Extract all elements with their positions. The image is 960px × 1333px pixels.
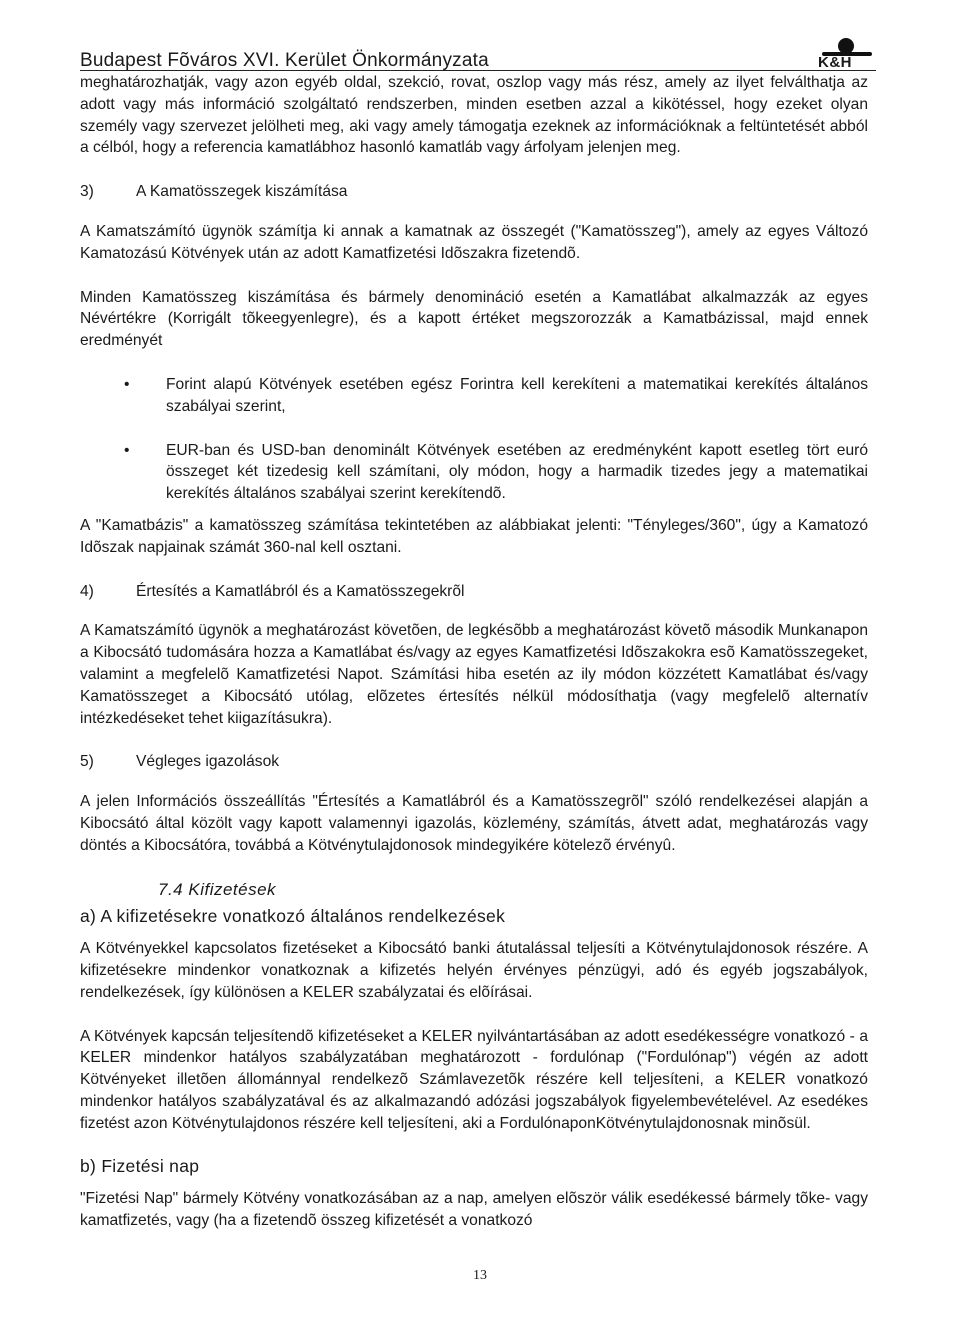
header-rule [80,70,876,71]
section-5-number: 5) [80,753,94,771]
list-item: • EUR-ban és USD-ban denominált Kötvények esetében az eredményként kapott esetleg tört euró összeget két tizedesig kell számítani, oly módon, hogy a harmadik tizedes jegy a matematikai kerekítés általános szabályai szerint kerekítendõ. [80,440,868,505]
paragraph-kifizetesek: A Kötvényekkel kapcsolatos fizetéseket a Kibocsátó banki átutalással teljesíti a Kötvénytulajdonosok részére. A kifizetésekre mindenkor vonatkoznak a kifizetés helyén érvényes pénzügyi, adó és egyéb jogszabályok, rendelkezések, így különösen a KELER szabályzatai és elõírásai. [80,940,868,1001]
paragraph-continued: meghatározhatják, vagy azon egyéb oldal, szekció, rovat, oszlop vagy más rész, amely az ilyet felválthatja az adott vagy más információ szolgáltató rendszerben, minden esetben azzal a kikötéssel, hogy ezeket olyan személy vagy szervezet jelölheti meg, aki vagy amely támogatja ezeknek az információknak a feltüntetését abból a célból, hogy a referencia kamatlábhoz hasonló kamatláb vagy árfolyam jelenjen meg. [80,74,868,157]
list-item: • Forint alapú Kötvények esetében egész Forintra kell kerekíteni a matematikai kerekítés általános szabályai szerint, [80,374,868,418]
paragraph-kamatosszeg: A Kamatszámító ügynök számítja ki annak a kamatnak az összegét ("Kamatösszeg"), amely az egyes Változó Kamatozású Kötvények után az adott Kamatfizetési Idõszakra fizetendõ. [80,222,868,262]
section-4-heading [80,581,868,603]
paragraph-ertesites: A Kamatszámító ügynök a meghatározást követõen, de legkésõbb a meghatározást követõ második Munkanapon a Kibocsátó tudomására hozza a Kamatlábat és/vagy az egyes Kamatfizetési Idõszakokra esõ Kamatösszegeket, valamint a megfelelõ Kamatfizetési Napot. Számítási hiba esetén az ily módon közzétett Kamatlábat és/vagy Kamatösszeget a Kibocsátó utólag, elõzetes értesítés nélkül módosíthatja (vagy megfelelõ alternatív intézkedéseket tehet kiigazításukra). [80,622,868,727]
paragraph-fizetesi-nap: "Fizetési Nap" bármely Kötvény vonatkozásában az a nap, amelyen elõször válik esedékessé bármely tõke- vagy kamatfizetés, vagy (ha a fizetendõ összeg kifizetését a vonatkozó [80,1190,868,1230]
paragraph-vegleges: A jelen Információs összeállítás "Értesítés a Kamatlábról és a Kamatösszegrõl" szóló rendelkezései alapján a Kibocsátó által közölt vagy kapott valamennyi igazolás, közlemény, számítás, átvett adat, meghatározás vagy döntés a Kibocsátóra, továbbá a Kötvénytulajdonosok mindegyikére kötelezõ érvényû. [80,793,868,854]
rounding-list [80,374,868,505]
section-3-number: 3) [80,183,94,201]
section-5-heading [80,751,868,773]
page-header [80,38,880,70]
section-7-4-title: 7.4 Kifizetések [158,879,277,899]
paragraph-kiszamitas: Minden Kamatösszeg kiszámítása és bármely denomináció esetén a Kamatlábat alkalmazzák az egyes Névértékre (Korrigált tõkeegyenlegre), és a kapott értéket megszorozzák a Kamatbázissal, majd ennek eredményét [80,288,868,350]
document-body [80,72,868,1232]
section-3-heading [80,181,868,203]
logo-text: K&H [818,54,852,71]
section-4-number: 4) [80,582,94,600]
page-number: 13 [473,1268,487,1283]
kh-bank-logo-icon [816,38,878,71]
section-4-title: Értesítés a Kamatlábról és a Kamatösszegekrõl [136,582,465,600]
subsection-a-title: a) A kifizetésekre vonatkozó általános rendelkezések [80,906,506,927]
subsection-b-title: b) Fizetési nap [80,1156,200,1177]
paragraph-kamatbazis: A "Kamatbázis" a kamatösszeg számítása tekintetében az alábbiakat jelenti: "Tényleges/360", úgy a Kamatozó Idõszak napjainak számát 360-nal kell osztani. [80,516,868,556]
section-3-title: A Kamatösszegek kiszámítása [136,183,348,201]
section-5-title: Végleges igazolások [136,753,280,771]
paragraph-fordulonap: A Kötvények kapcsán teljesítendõ kifizetéseket a KELER nyilvántartásában az adott esedékességre vonatkozó - a KELER mindenkor hatályos szabályzatában meghatározott - fordulónap ("Fordulónap") végén az adott Kötvényeket illetõen állománnyal rendelkezõ Számlavezetõk részére kell teljesíteni, a KELER vonatkozó mindenkor hatályos szabályzatával és az alkalmazandó adózási jogszabályok figyelembevételével. Az esedékes fizetést azon Kötvénytulajdonos részére kell teljesíteni, aki a FordulónaponKötvénytulajdonosnak minõsül. [80,1027,868,1132]
header-title: Budapest Fõváros XVI. Kerület Önkormányzata [80,50,489,71]
